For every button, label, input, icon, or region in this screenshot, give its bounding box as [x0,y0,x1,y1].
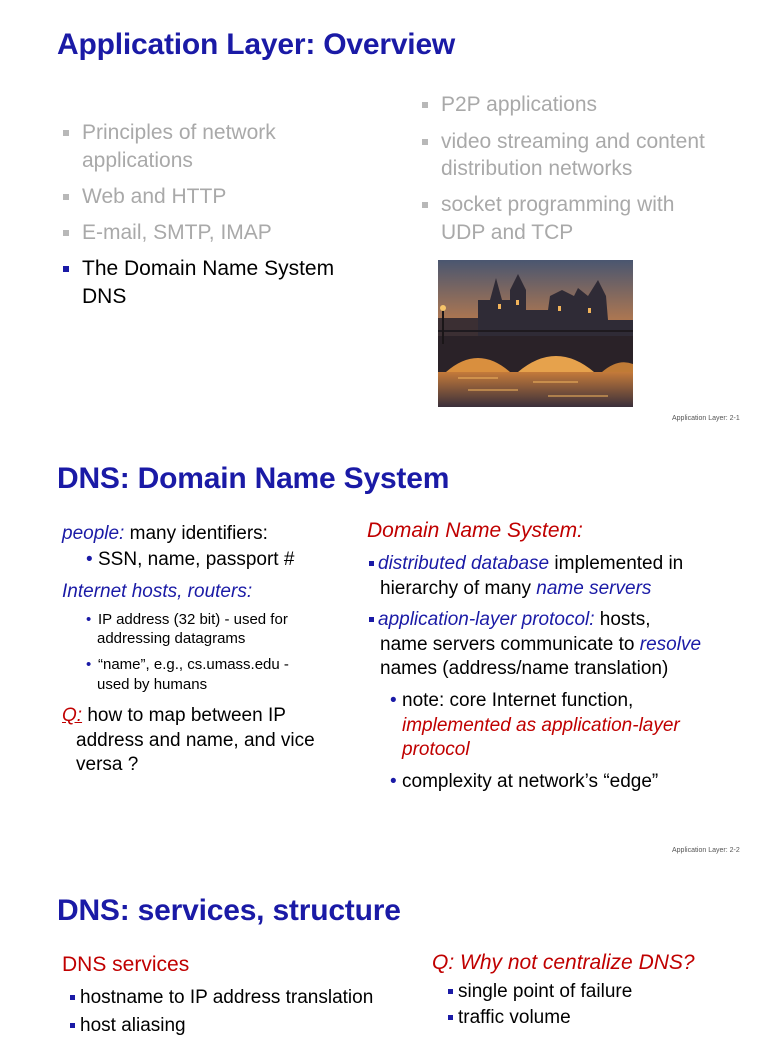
bullet-icon [422,202,428,208]
slide-1-footer: Application Layer: 2-1 [672,415,740,422]
host-bullet-name [86,655,289,675]
dns-point-protocol-text: hosts, [594,609,651,630]
host-bullet-name-text: “name”, e.g., cs.umass.edu - [98,656,289,673]
dns-point-database [369,552,683,576]
bullet-icon: • [86,549,93,570]
dns-heading: Domain Name System: [367,519,583,542]
question-line [62,704,286,728]
dns-point-protocol-cont-2: names (address/name translation) [380,658,669,679]
overview-item-principles-cont: applications [82,149,193,172]
dns-point-database-cont-em: name servers [536,578,652,599]
reason-single-point-text: single point of failure [458,981,633,1002]
services-heading: DNS services [62,953,190,976]
people-text: many identifiers: [124,523,268,544]
service-aliasing-text: host aliasing [80,1015,186,1036]
note-core-cont: implemented as application-layer [402,715,680,736]
bullet-icon: • [390,690,397,711]
bullet-icon [70,1023,75,1028]
host-bullet-ip [86,610,288,630]
people-bullet-text: SSN, name, passport # [98,549,295,570]
bullet-icon [369,617,374,622]
service-translation [70,986,373,1010]
note-core-cont-2: protocol [402,739,470,760]
reason-traffic-text: traffic volume [458,1007,571,1028]
dns-point-database-text: implemented in [549,553,684,574]
question-line-2: address and name, and vice [76,730,315,751]
slide-2 [0,440,768,860]
slide-3-title: DNS: services, structure [57,894,401,927]
bullet-icon [63,194,69,200]
bullet-icon: • [390,771,397,792]
overview-item-p2p: P2P applications [441,93,598,116]
slide-3 [0,860,768,1036]
hosts-label: Internet hosts, routers: [62,581,253,602]
overview-item-socket-cont: UDP and TCP [441,221,574,244]
centralize-question: Q: Why not centralize DNS? [432,951,695,974]
overview-item-socket: socket programming with [441,193,675,216]
overview-item-video: video streaming and content [441,130,705,153]
note-core [390,689,633,713]
people-line [62,522,268,546]
slide-2-title: DNS: Domain Name System [57,462,450,495]
dns-point-protocol-cont [380,633,701,657]
bullet-icon [369,561,374,566]
bullet-icon [63,130,69,136]
bullet-icon [448,1015,453,1020]
bullet-icon [448,989,453,994]
overview-item-principles: Principles of network [82,121,276,144]
question-line-3: versa ? [76,754,139,775]
dns-point-database-cont-text: hierarchy of many [380,578,537,599]
bullet-icon [63,266,69,272]
bullet-icon [422,102,428,108]
dns-point-protocol-cont-em: resolve [639,634,702,655]
note-core-text: note: core Internet function, [402,690,634,711]
dns-point-database-cont [380,577,651,601]
service-aliasing [70,1014,186,1038]
question-text: how to map between IP [82,705,286,726]
overview-item-dns: The Domain Name System [82,257,335,280]
host-bullet-name-cont: used by humans [97,676,208,693]
host-bullet-ip-cont: addressing datagrams [97,630,246,647]
service-translation-text: hostname to IP address translation [80,987,374,1008]
host-bullet-ip-text: IP address (32 bit) - used for [98,611,288,628]
bullet-icon: • [86,656,92,673]
overview-item-dns-cont: DNS [82,285,127,308]
slide-2-footer: Application Layer: 2-2 [672,847,740,854]
slide-1 [0,0,768,440]
overview-item-email: E-mail, SMTP, IMAP [82,221,272,244]
bullet-icon: • [86,611,92,628]
people-label: people: [62,523,125,544]
dns-point-protocol-em: application-layer protocol: [378,609,595,630]
overview-item-web: Web and HTTP [82,185,227,208]
reason-traffic [448,1006,571,1030]
overview-item-video-cont: distribution networks [441,157,633,180]
bullet-icon [422,139,428,145]
bridge-photo [438,260,633,407]
note-edge [390,770,658,794]
dns-point-protocol-cont-text: name servers communicate to [380,634,640,655]
people-bullet [86,548,294,572]
note-edge-text: complexity at network’s “edge” [402,771,659,792]
bullet-icon [70,995,75,1000]
reason-single-point [448,980,632,1004]
dns-point-protocol [369,608,651,632]
slide-1-title: Application Layer: Overview [57,28,456,61]
dns-point-database-em: distributed database [378,553,550,574]
question-label: Q: [62,705,83,726]
bullet-icon [63,230,69,236]
